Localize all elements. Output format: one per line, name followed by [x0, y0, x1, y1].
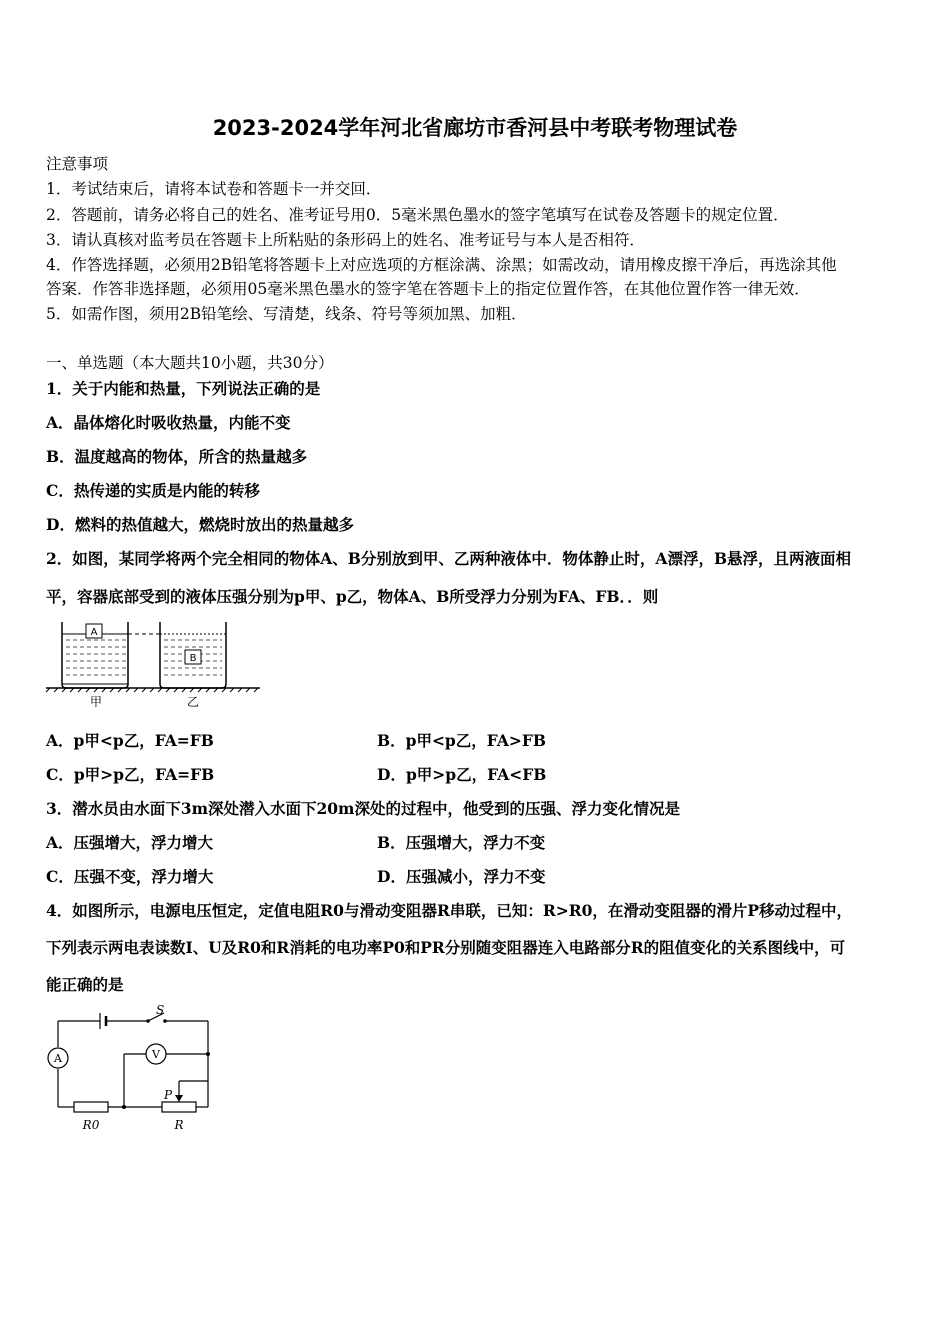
voltmeter-label: V [152, 1048, 160, 1061]
question-2-stem-line2: 平，容器底部受到的液体压强分别为p甲、p乙，物体A、B所受浮力分别为FA、FB．．则 [46, 587, 659, 606]
notice-item: 答案．作答非选择题，必须用05毫米黑色墨水的签字笔在答题卡上的指定位置作答，在其他位置作答一律无效． [46, 280, 810, 298]
question-3-option-b: B．压强增大，浮力不变 [377, 833, 546, 852]
question-4-stem-line3: 能正确的是 [46, 975, 124, 994]
notice-item: 1．考试结束后，请将本试卷和答题卡一并交回． [46, 180, 382, 198]
question-4-stem-line2: 下列表示两电表读数I、U及R0和R消耗的电功率P0和PR分别随变阻器连入电路部分R的阻值变化的关系图线中，可 [46, 938, 846, 957]
object-b-label: B [189, 653, 197, 664]
question-1-option-a: A．晶体熔化时吸收热量，内能不变 [46, 413, 291, 432]
question-3-option-c: C．压强不变，浮力增大 [46, 867, 214, 886]
switch-label: S [156, 1005, 165, 1017]
buoyancy-figure [44, 618, 264, 710]
question-3-option-a: A．压强增大，浮力增大 [46, 833, 214, 852]
container-yi-label: 乙 [186, 695, 200, 709]
notice-item: 2．答题前，请务必将自己的姓名、准考证号用0．5毫米黑色墨水的签字笔填写在试卷及答题卡的规定位置． [46, 206, 789, 224]
question-2-stem-line1: 2．如图，某同学将两个完全相同的物体A、B分别放到甲、乙两种液体中．物体静止时，A漂浮，B悬浮，且两液面相 [46, 549, 852, 568]
question-1-stem: 1．关于内能和热量，下列说法正确的是 [46, 379, 321, 398]
question-2-option-d: D．p甲>p乙，FA<FB [377, 765, 547, 784]
rheostat-r-label: R [174, 1118, 184, 1132]
question-3-option-d: D．压强减小，浮力不变 [377, 867, 546, 886]
question-1-option-b: B．温度越高的物体，所含的热量越多 [46, 447, 308, 466]
notice-item: 3．请认真核对监考员在答题卡上所粘贴的条形码上的姓名、准考证号与本人是否相符． [46, 231, 645, 249]
slider-arrow [175, 1095, 183, 1102]
resistor-r0-label: R0 [82, 1118, 100, 1132]
question-2-option-c: C．p甲>p乙，FA=FB [46, 765, 215, 784]
page-title: 2023-2024学年河北省廊坊市香河县中考联考物理试卷 [212, 116, 738, 140]
container-jia-liquid-region [62, 634, 128, 684]
question-3-stem: 3．潜水员由水面下3m深处潜入水面下20m深处的过程中，他受到的压强、浮力变化情况是 [46, 799, 680, 818]
circuit-figure [40, 1005, 220, 1137]
notice-heading: 注意事项 [46, 155, 109, 173]
resistor-r0 [74, 1102, 108, 1112]
ammeter-label: A [54, 1052, 62, 1065]
notice-item: 5．如需作图，须用2B铅笔绘、写清楚，线条、符号等须加黑、加粗． [46, 305, 527, 323]
container-jia-label: 甲 [89, 695, 103, 709]
question-4-stem-line1: 4．如图所示，电源电压恒定，定值电阻R0与滑动变阻器R串联，已知：R>R0，在滑动变阻器的滑片P移动过程中， [46, 901, 853, 920]
section-heading: 一、单选题（本大题共10小题，共30分） [46, 354, 334, 372]
question-1-option-c: C．热传递的实质是内能的转移 [46, 481, 260, 500]
object-a-label: A [90, 627, 98, 638]
question-1-option-d: D．燃料的热值越大，燃烧时放出的热量越多 [46, 515, 354, 534]
question-2-option-a: A．p甲<p乙，FA=FB [46, 731, 214, 750]
slider-label: P [164, 1088, 173, 1102]
notice-item: 4．作答选择题，必须用2B铅笔将答题卡上对应选项的方框涂满、涂黑；如需改动，请用橡皮擦干净后，再选涂其他 [46, 256, 837, 274]
rheostat-r [162, 1102, 196, 1112]
question-2-option-b: B．p甲<p乙，FA>FB [377, 731, 546, 750]
